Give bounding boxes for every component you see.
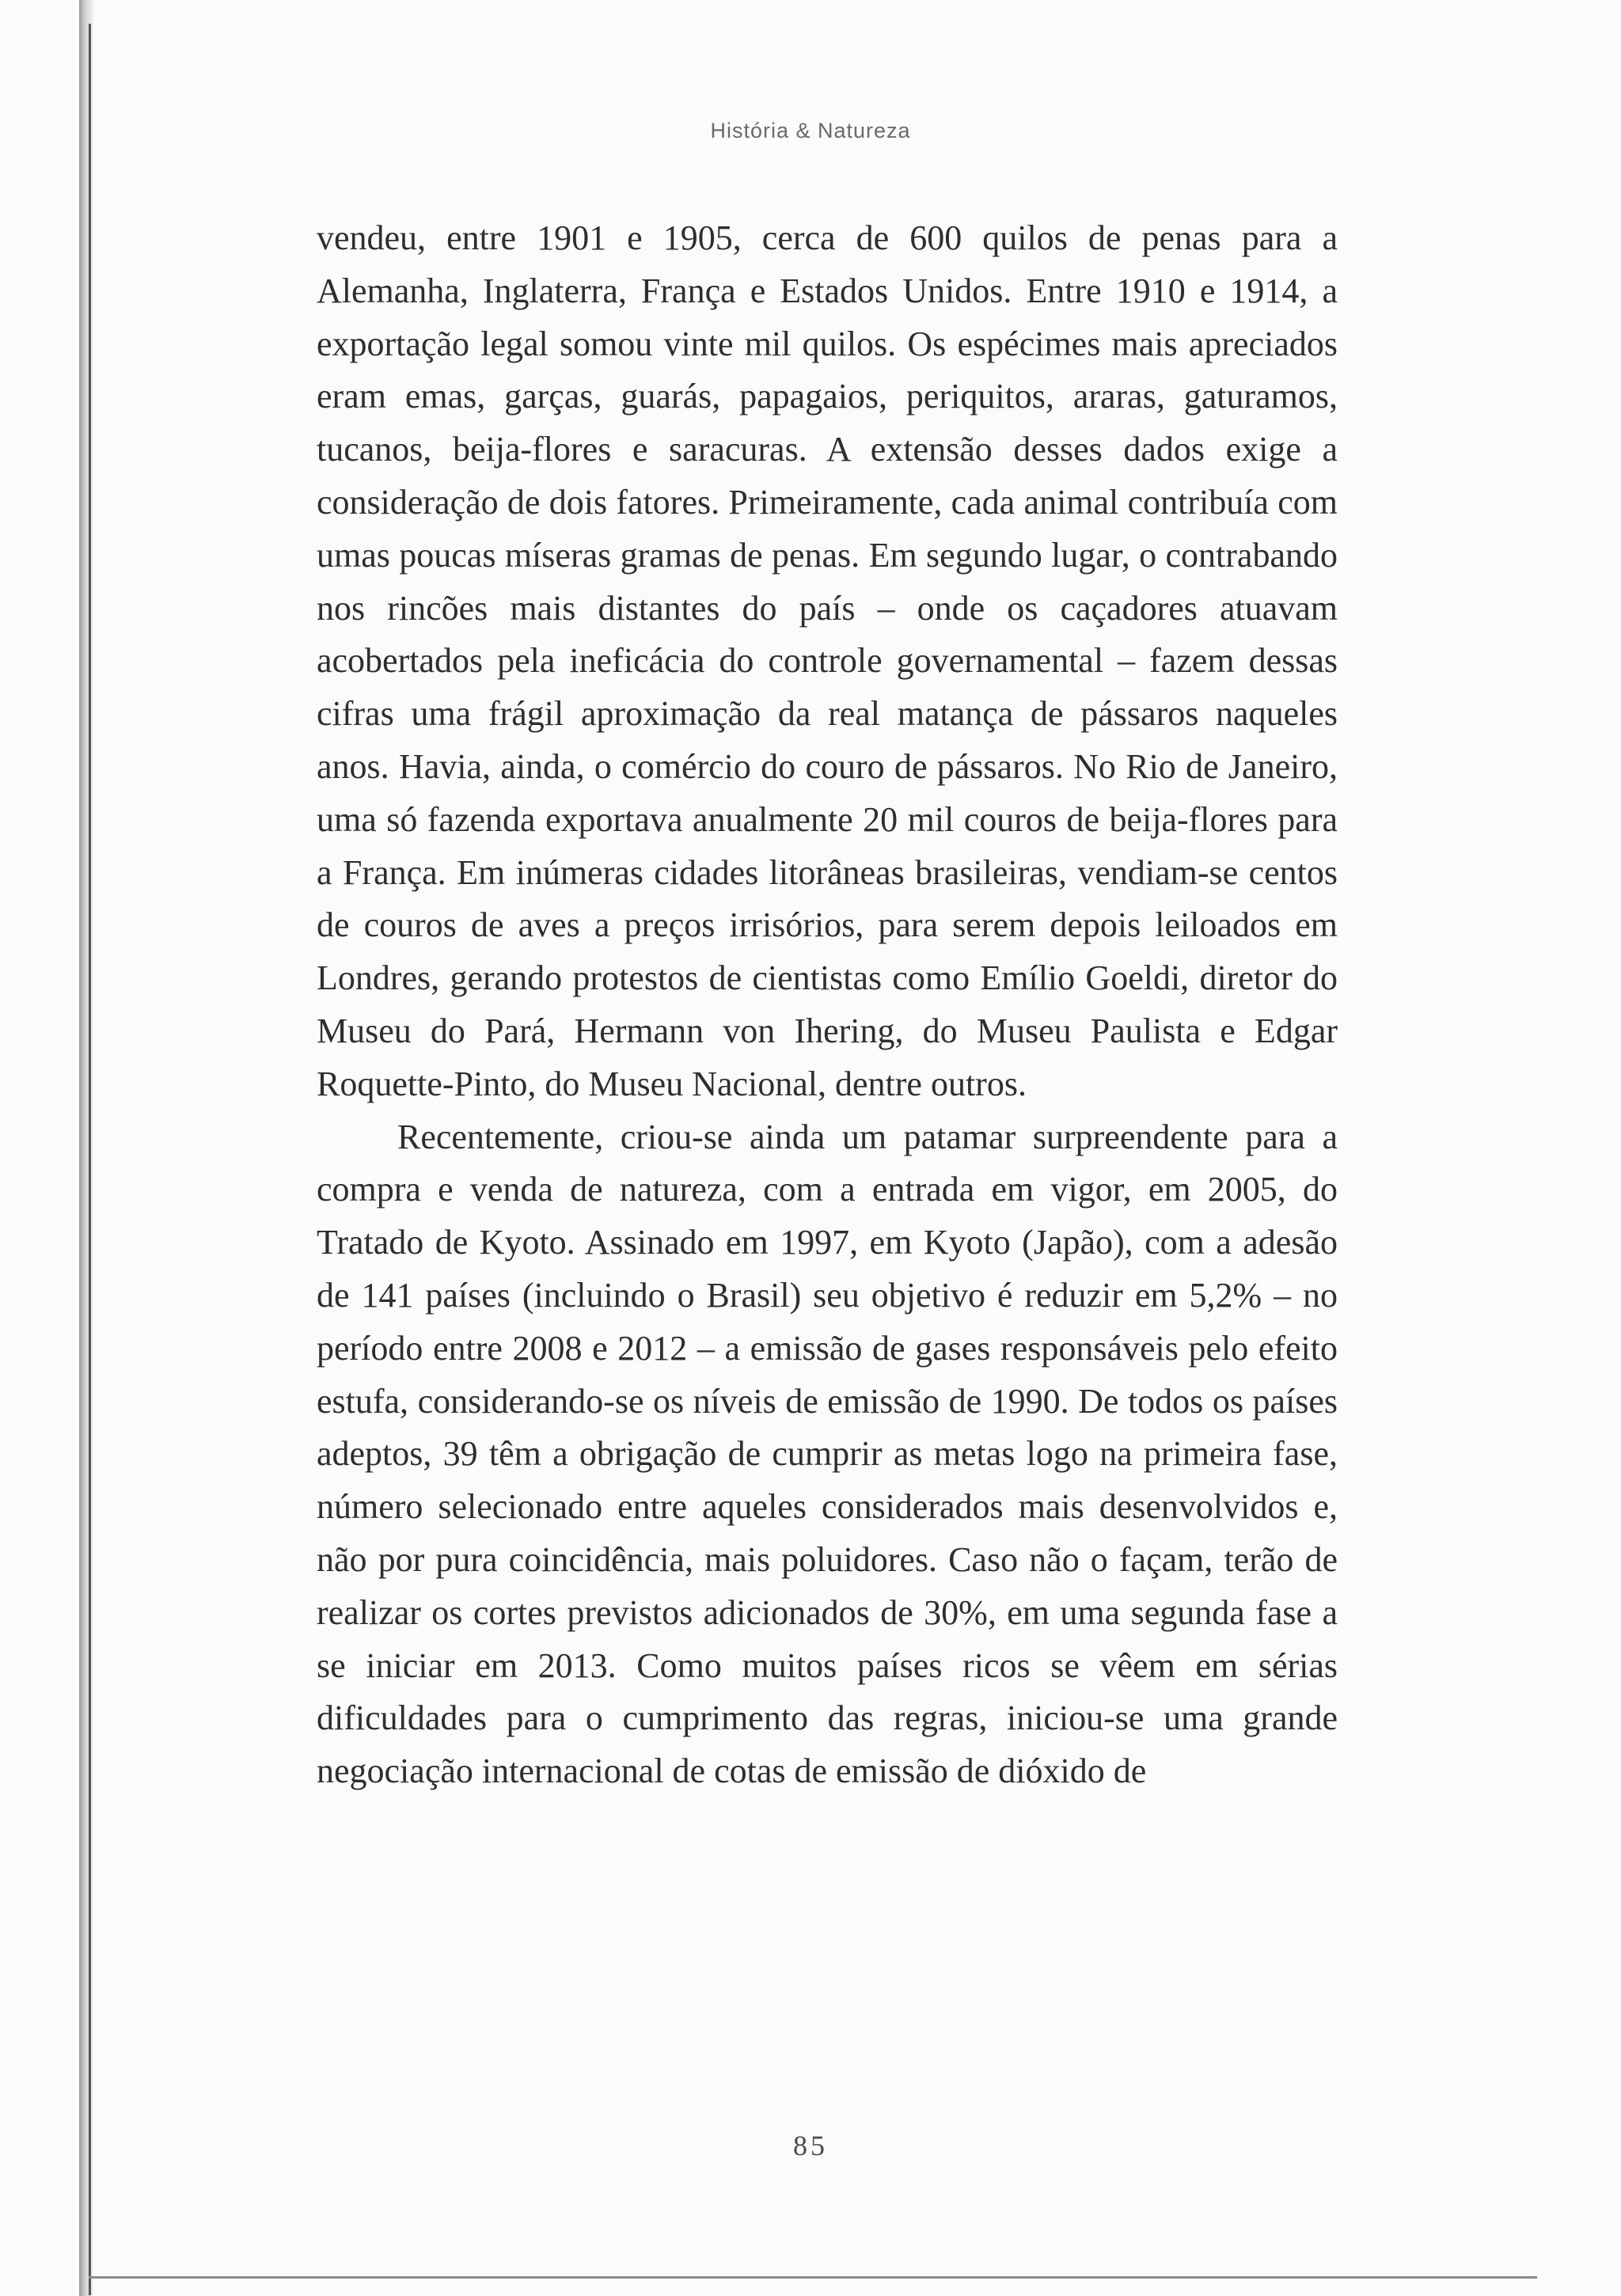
running-head: História & Natureza: [710, 119, 911, 142]
paragraph-continued: vendeu, entre 1901 e 1905, cerca de 600 quilos de penas para a Alemanha, Inglaterra, França e Estados Unidos. Entre 1910 e 1914, a exportação legal somou vinte mil quilos. Os espécimes mais apreciados eram emas, garças, guarás, papagaios, periquitos, araras, gaturamos, tucanos, beija-flores e saracuras. A extensão desses dados exige a consideração de dois fatores. Primeiramente, cada animal contribuía com umas poucas míseras gramas de penas. Em segundo lugar, o contrabando nos rincões mais distantes do país – onde os caçadores atuavam acobertados pela ineficácia do controle governamental – fazem dessas cifras uma frágil aproximação da real matança de pássaros naqueles anos. Havia, ainda, o comércio do couro de pássaros. No Rio de Janeiro, uma só fazenda exportava anualmente 20 mil couros de beija-flores para a França. Em inúmeras cidades litorâneas brasileiras, vendiam-se centos de couros de aves a preços irrisórios, para serem depois leiloados em Londres, gerando protestos de cientistas como Emílio Goeldi, diretor do Museu do Pará, Hermann von Ihering, do Museu Paulista e Edgar Roquette-Pinto, do Museu Nacional, dentre outros.: [317, 218, 1338, 1103]
binding-shadow: [79, 0, 93, 2296]
body-text: [317, 212, 1338, 1798]
binding-edge: [89, 24, 91, 2295]
page-bottom-edge: [89, 2276, 1537, 2279]
page-number: 85: [793, 2130, 828, 2161]
paragraph: Recentemente, criou-se ainda um patamar surpreendente para a compra e venda de natureza, com a entrada em vigor, em 2005, do Tratado de Kyoto. Assinado em 1997, em Kyoto (Japão), com a adesão de 141 países (incluindo o Brasil) seu objetivo é reduzir em 5,2% – no período entre 2008 e 2012 – a emissão de gases responsáveis pelo efeito estufa, considerando-se os níveis de emissão de 1990. De todos os países adeptos, 39 têm a obrigação de cumprir as metas logo na primeira fase, número selecionado entre aqueles considerados mais desenvolvidos e, não por pura coincidência, mais poluidores. Caso não o façam, terão de realizar os cortes previstos adicionados de 30%, em uma segunda fase a se iniciar em 2013. Como muitos países ricos se vêem em sérias dificuldades para o cumprimento das regras, iniciou-se uma grande negociação internacional de cotas de emissão de dióxido de: [317, 1117, 1338, 1791]
